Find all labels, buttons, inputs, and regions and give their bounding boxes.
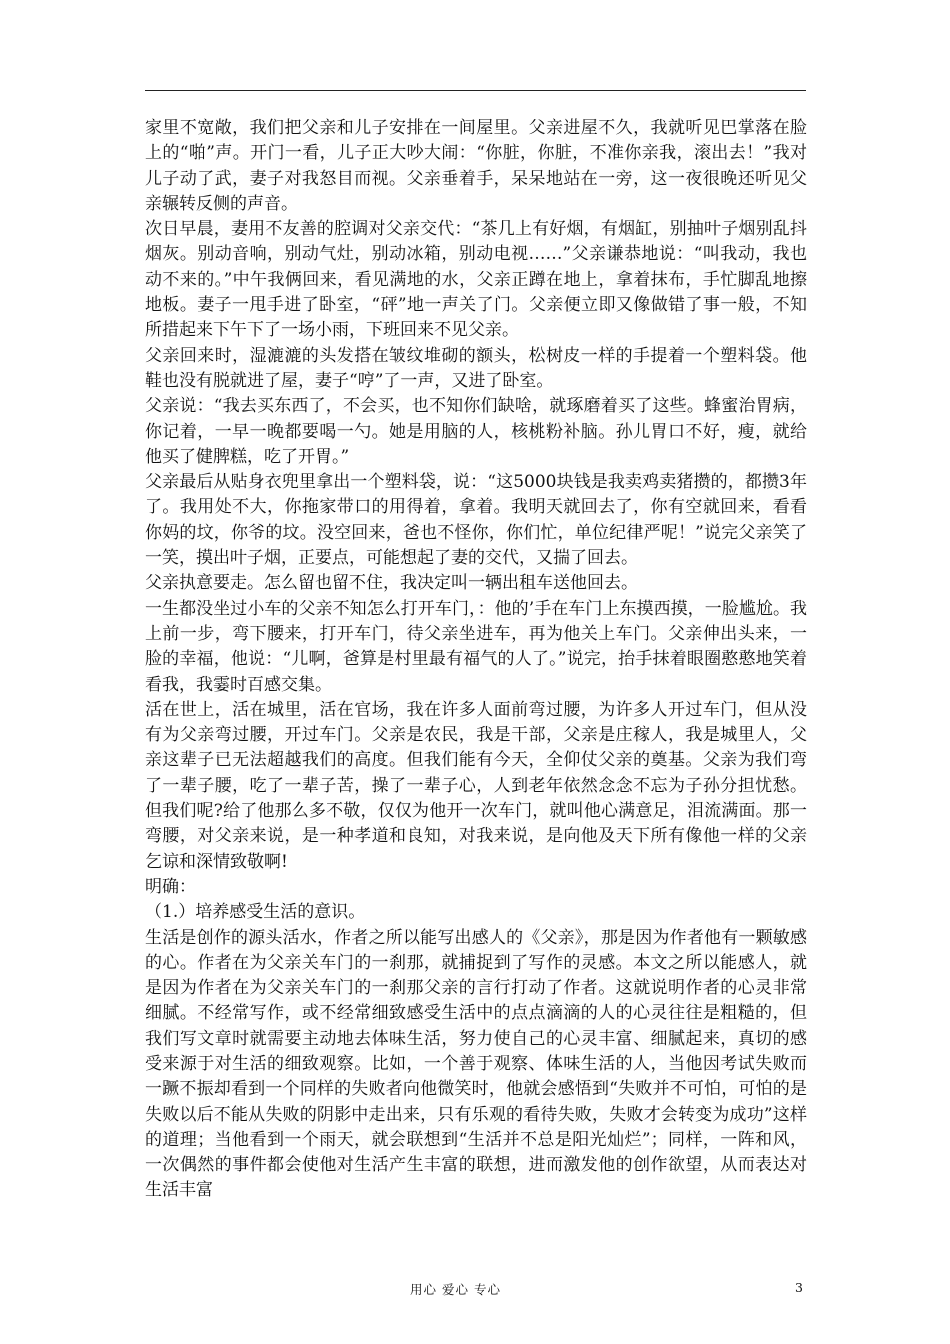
page-footer <box>0 1280 950 1300</box>
paragraph: 明确： <box>145 876 196 897</box>
page-number: 3 <box>795 1280 803 1295</box>
paragraph: 父亲最后从贴身衣兜里拿出一个塑料袋，说：“这5000块钱是我卖鸡卖猪攒的，都攒3年了。我用处不大，你拖家带口的用得着，拿着。我明天就回去了，你有空就回来，看看你妈的坟，你爷的坟。没空回来，爸也不怪你，你们忙，单位纪律严呢！”说完父亲笑了一笑，摸出叶子烟，正要点，可能想起了妻的交代，又揣了回去。 <box>145 472 807 569</box>
paragraph: 一生都没坐过小车的父亲不知怎么打开车门，：他的’手在车门上东摸西摸，一脸尴尬。我上前一步，弯下腰来，打开车门，待父亲坐进车，再为他关上车门。父亲伸出头来，一脸的幸福，他说：“儿啊，爸算是村里最有福气的人了。”说完，抬手抹着眼圈憨憨地笑着看我，我霎时百感交集。 <box>145 598 807 695</box>
paragraph: 生活是创作的源头活水，作者之所以能写出感人的《父亲》，那是因为作者他有一颗敏感的心。作者在为父亲关车门的一刹那，就捕捉到了写作的灵感。本文之所以能感人，就是因为作者在为父亲关车门的一刹那父亲的言行打动了作者。这就说明作者的心灵非常细腻。不经常写作，或不经常细致感受生活中的点点滴滴的人的心灵往往是粗糙的，但我们写文章时就需要主动地去体味生活，努力使自己的心灵丰富、细腻起来，真切的感受来源于对生活的细致观察。比如，一个善于观察、体味生活的人，当他因考试失败而一蹶不振却看到一个同样的失败者向他微笑时，他就会感悟到“失败并不可怕，可怕的是失败以后不能从失败的阴影中走出来，只有乐观的看待失败，失败才会转变为成功”这样的道理；当他看到一个雨天，就会联想到“生活并不总是阳光灿烂”；同样，一阵和风，一次偶然的事件都会使他对生活产生丰富的联想，进而激发他的创作欲望，从而表达对生活丰富 <box>145 927 807 1201</box>
paragraph: 家里不宽敞，我们把父亲和儿子安排在一间屋里。父亲进屋不久，我就听见巴掌落在脸上的“啪”声。开门一看，儿子正大吵大闹：“你脏，你脏，不准你亲我，滚出去！”我对儿子动了武，妻子对我怒目而视。父亲垂着手，呆呆地站在一旁，这一夜很晚还听见父亲辗转反侧的声音。 <box>145 118 807 214</box>
header-rule <box>145 90 806 91</box>
footer-text: 用心 爱心 专心 <box>410 1282 501 1297</box>
paragraph: 次日早晨，妻用不友善的腔调对父亲交代：“茶几上有好烟，有烟缸，别抽叶子烟别乱抖烟灰。别动音响，别动气灶，别动冰箱，别动电视……”父亲谦恭地说：“叫我动，我也动不来的。”中午我俩回来，看见满地的水，父亲正蹲在地上，拿着抹布，手忙脚乱地擦地板。妻子一甩手进了卧室，“砰”地一声关了门。父亲便立即又像做错了事一般，不知所措起来下午下了一场小雨，下班回来不见父亲。 <box>145 219 807 341</box>
paragraph: （1.）培养感受生活的意识。 <box>145 902 366 923</box>
paragraph: 父亲回来时，湿漉漉的头发搭在皱纹堆砌的额头，松树皮一样的手提着一个塑料袋。他鞋也没有脱就进了屋，妻子“哼”了一声，又进了卧室。 <box>145 345 807 391</box>
document-body <box>145 116 807 1204</box>
paragraph: 父亲说：“我去买东西了，不会买，也不知你们缺啥，就琢磨着买了这些。蜂蜜治胃病，你记着，一早一晚都要喝一勺。她是用脑的人，核桃粉补脑。孙儿胃口不好，瘦，就给他买了健脾糕，吃了开胃。” <box>145 396 807 467</box>
paragraph: 父亲执意要走。怎么留也留不住，我决定叫一辆出租车送他回去。 <box>145 573 638 594</box>
paragraph: 活在世上，活在城里，活在官场，我在许多人面前弯过腰，为许多人开过车门，但从没有为父亲弯过腰，开过车门。父亲是农民，我是干部，父亲是庄稼人，我是城里人，父亲这辈子已无法超越我们的高度。但我们能有今天，全仰仗父亲的奠基。父亲为我们弯了一辈子腰，吃了一辈子苦，操了一辈子心，人到老年依然念念不忘为子孙分担忧愁。但我们呢?给了他那么多不敬，仅仅为他开一次车门，就叫他心满意足，泪流满面。那一弯腰，对父亲来说，是一种孝道和良知，对我来说，是向他及天下所有像他一样的父亲乞谅和深情致敬啊! <box>145 699 807 872</box>
